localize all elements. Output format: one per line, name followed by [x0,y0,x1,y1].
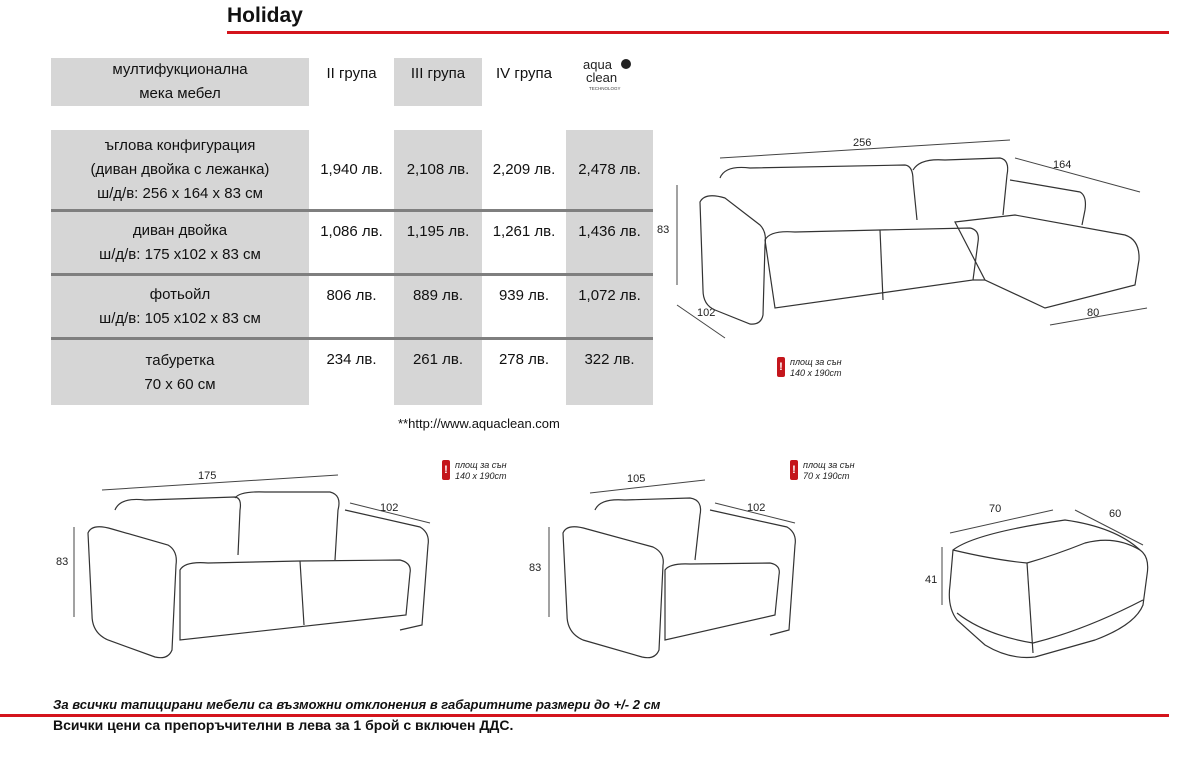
prices-note: Всички цени са препоръчителни в лева за 1 брой с включен ДДС. [53,717,514,733]
svg-text:175: 175 [198,470,217,482]
price-cell: 1,195 лв. [406,223,470,240]
price-cell: 1,436 лв. [578,223,641,240]
header-group-2: II група [326,65,377,82]
svg-text:83: 83 [657,224,670,236]
header-product-cell: мултифукционална мека мебел [51,58,309,106]
row-name-armchair: фотьойл ш/д/в: 105 x102 x 83 см [99,285,261,327]
svg-text:80: 80 [1087,307,1100,319]
svg-text:105: 105 [627,473,646,485]
svg-text:102: 102 [697,307,716,319]
price-cell: 2,478 лв. [578,161,641,178]
corner-sleep-area-badge: ! площ за сън 140 x 190cm [777,357,842,379]
armchair-drawing [525,465,815,665]
sofa-sleep-area-badge: ! площ за сън 140 x 190cm [442,460,507,482]
svg-text:70: 70 [989,503,1002,515]
exclamation-icon: ! [442,460,450,480]
svg-text:83: 83 [529,562,542,574]
svg-text:102: 102 [747,502,766,514]
corner-sofa-drawing [655,130,1155,345]
sofa-drawing [50,465,450,665]
aquaclean-logo [581,56,635,92]
header-group-4: IV група [496,65,552,82]
row-name-ottoman: табуретка 70 x 60 см [144,351,216,393]
exclamation-icon: ! [790,460,798,480]
aquaclean-url: **http://www.aquaclean.com [398,416,560,431]
page-title: Holiday [227,4,303,27]
svg-text:60: 60 [1109,508,1122,520]
svg-text:256: 256 [853,137,872,149]
svg-text:164: 164 [1053,159,1072,171]
row-name-sofa: диван двойка ш/д/в: 175 x102 x 83 см [99,221,261,263]
price-cell: 2,209 лв. [492,161,556,178]
exclamation-icon: ! [777,357,785,377]
ottoman-drawing [915,495,1160,670]
svg-text:aqua: aqua [583,57,612,72]
armchair-sleep-area-badge: ! площ за сън 70 x 190cm [790,460,855,482]
price-cell: 234 лв. [326,351,377,368]
price-cell: 889 лв. [412,287,464,304]
price-cell: 261 лв. [412,351,464,368]
svg-text:TECHNOLOGY: TECHNOLOGY [589,86,621,91]
svg-text:83: 83 [56,556,69,568]
price-cell: 322 лв. [584,351,635,368]
price-cell: 939 лв. [498,287,550,304]
svg-text:clean: clean [586,70,618,85]
top-red-line [227,31,1169,34]
svg-text:102: 102 [380,502,399,514]
header-group-3: III група [394,58,482,106]
price-cell: 1,261 лв. [492,223,556,240]
tolerance-note: За всички тапицирани мебели са възможни отклонения в габаритните размери до +/- 2 см [53,697,661,712]
svg-text:41: 41 [925,574,938,586]
price-cell: 2,108 лв. [406,161,470,178]
price-cell: 806 лв. [326,287,377,304]
row-name-corner: ъглова конфигурация (диван двойка с лежанка) ш/д/в: 256 x 164 x 83 см [90,137,270,202]
price-cell: 1,940 лв. [320,161,383,178]
price-cell: 1,072 лв. [578,287,641,304]
price-cell: 278 лв. [498,351,550,368]
price-cell: 1,086 лв. [320,223,383,240]
